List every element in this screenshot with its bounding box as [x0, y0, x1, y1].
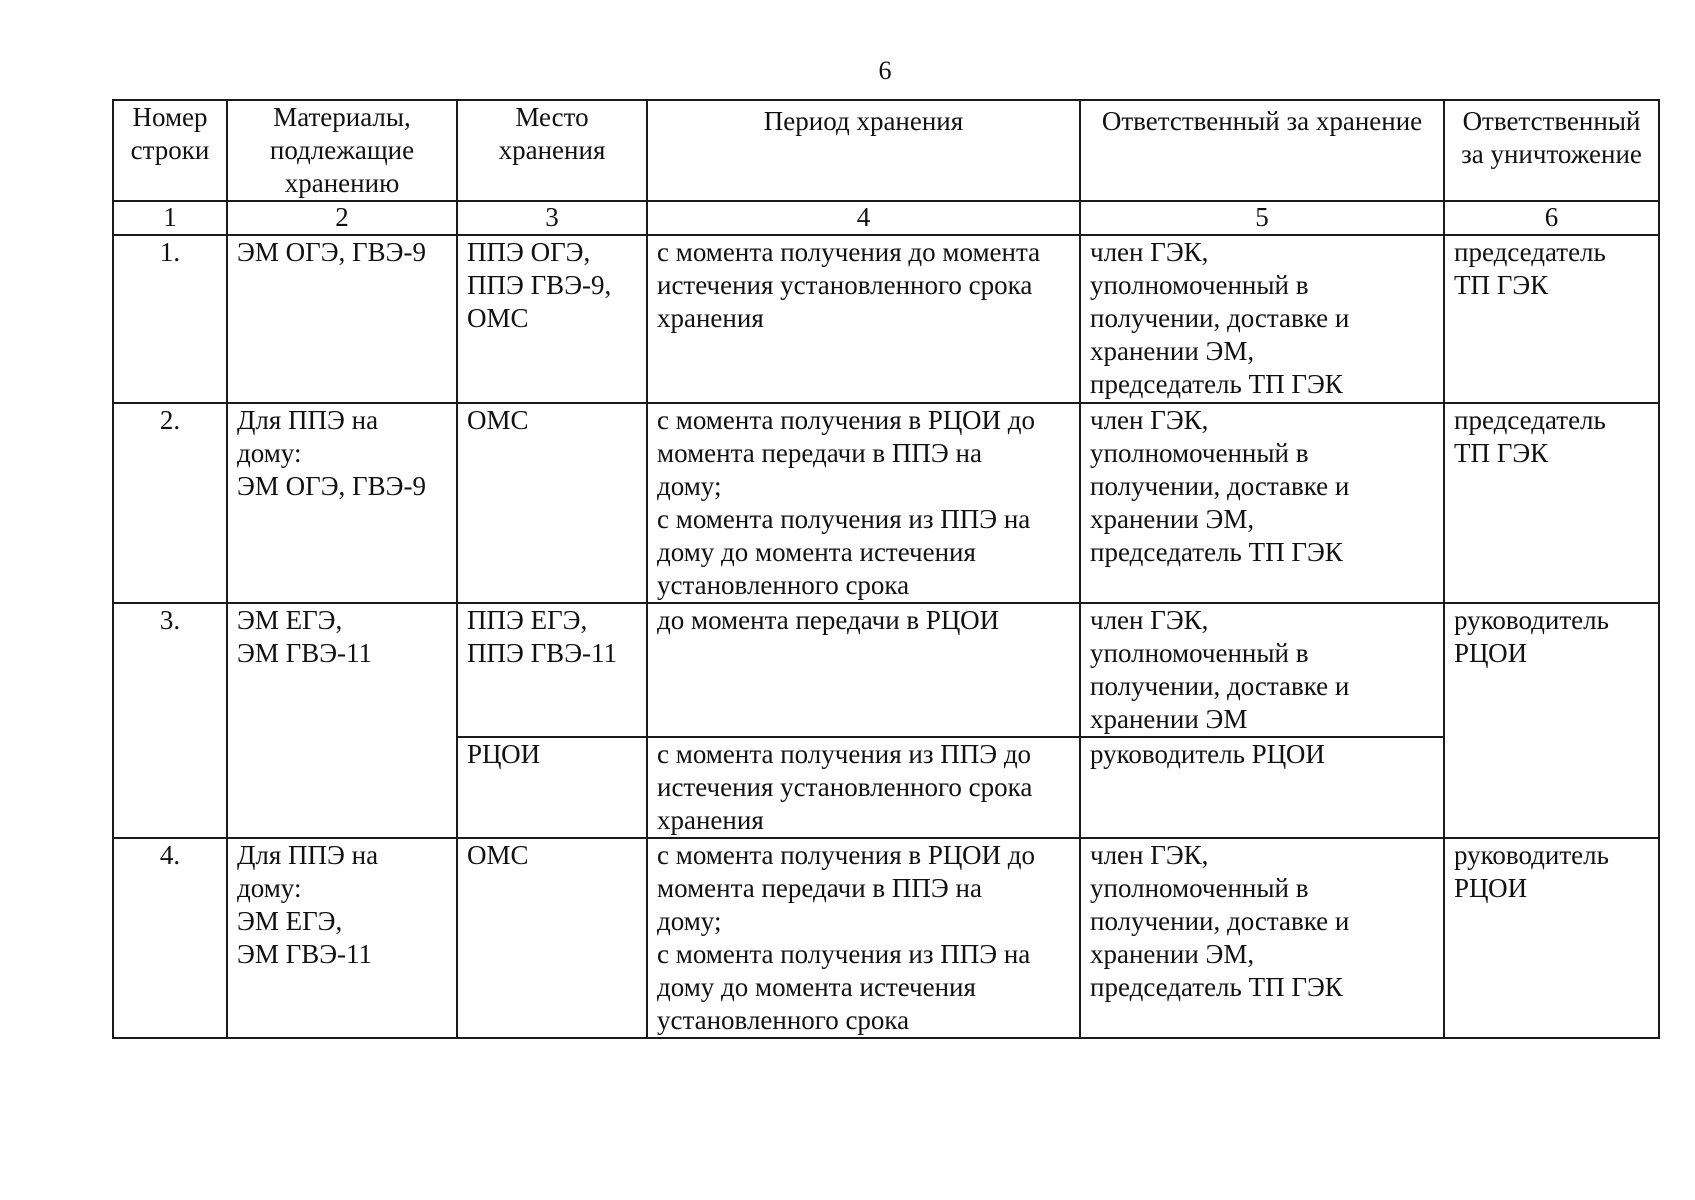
- header-storage-place: Место хранения: [457, 100, 647, 201]
- cell-materials: Для ППЭ на дому: ЭМ ЕГЭ, ЭМ ГВЭ-11: [227, 838, 457, 1038]
- header-destruction-responsible: Ответственный за уничтожение: [1444, 100, 1659, 201]
- column-number: 6: [1444, 201, 1659, 235]
- column-number: 5: [1080, 201, 1444, 235]
- row-number: 3.: [113, 603, 227, 838]
- cell-materials: Для ППЭ на дому: ЭМ ОГЭ, ГВЭ-9: [227, 403, 457, 603]
- table-row: [113, 403, 1659, 603]
- cell-storage-responsible: член ГЭК, уполномоченный в получении, доставке и хранении ЭМ, председатель ТП ГЭК: [1080, 235, 1444, 403]
- cell-destruction-responsible: председатель ТП ГЭК: [1444, 235, 1659, 403]
- page-number: 6: [878, 56, 892, 85]
- header-materials: Материалы, подлежащие хранению: [227, 100, 457, 201]
- cell-storage-period: с момента получения в РЦОИ до момента передачи в ППЭ на дому; с момента получения из ППЭ на дому до момента истечения установленного срока: [647, 403, 1080, 603]
- cell-storage-place: ОМС: [457, 403, 647, 603]
- storage-table: [112, 99, 1660, 1039]
- row-number: 4.: [113, 838, 227, 1038]
- cell-destruction-responsible: председатель ТП ГЭК: [1444, 403, 1659, 603]
- cell-storage-period: с момента получения в РЦОИ до момента передачи в ППЭ на дому; с момента получения из ППЭ на дому до момента истечения установленного срока: [647, 838, 1080, 1038]
- cell-storage-place: ППЭ ЕГЭ, ППЭ ГВЭ-11: [457, 603, 647, 737]
- row-number: 2.: [113, 403, 227, 603]
- column-numbers-row: [113, 201, 1659, 235]
- cell-storage-place: ППЭ ОГЭ, ППЭ ГВЭ-9, ОМС: [457, 235, 647, 403]
- column-number: 1: [113, 201, 227, 235]
- cell-materials: ЭМ ЕГЭ, ЭМ ГВЭ-11: [227, 603, 457, 838]
- cell-storage-responsible: член ГЭК, уполномоченный в получении, доставке и хранении ЭМ, председатель ТП ГЭК: [1080, 403, 1444, 603]
- cell-materials: ЭМ ОГЭ, ГВЭ-9: [227, 235, 457, 403]
- row-number: 1.: [113, 235, 227, 403]
- header-row-number: Номер строки: [113, 100, 227, 201]
- cell-storage-period: с момента получения из ППЭ до истечения установленного срока хранения: [647, 737, 1080, 838]
- column-number: 3: [457, 201, 647, 235]
- table-row: [113, 235, 1659, 403]
- table-header-row: [113, 100, 1659, 201]
- header-storage-period: Период хранения: [647, 100, 1080, 201]
- table-row: [113, 838, 1659, 1038]
- cell-storage-place: РЦОИ: [457, 737, 647, 838]
- cell-storage-period: с момента получения до момента истечения установленного срока хранения: [647, 235, 1080, 403]
- cell-storage-place: ОМС: [457, 838, 647, 1038]
- header-storage-responsible: Ответственный за хранение: [1080, 100, 1444, 201]
- cell-storage-responsible: член ГЭК, уполномоченный в получении, доставке и хранении ЭМ: [1080, 603, 1444, 737]
- cell-storage-responsible: руководитель РЦОИ: [1080, 737, 1444, 838]
- cell-storage-period: до момента передачи в РЦОИ: [647, 603, 1080, 737]
- column-number: 4: [647, 201, 1080, 235]
- cell-destruction-responsible: руководитель РЦОИ: [1444, 838, 1659, 1038]
- cell-storage-responsible: член ГЭК, уполномоченный в получении, доставке и хранении ЭМ, председатель ТП ГЭК: [1080, 838, 1444, 1038]
- column-number: 2: [227, 201, 457, 235]
- cell-destruction-responsible: руководитель РЦОИ: [1444, 603, 1659, 838]
- table-row: [113, 603, 1659, 737]
